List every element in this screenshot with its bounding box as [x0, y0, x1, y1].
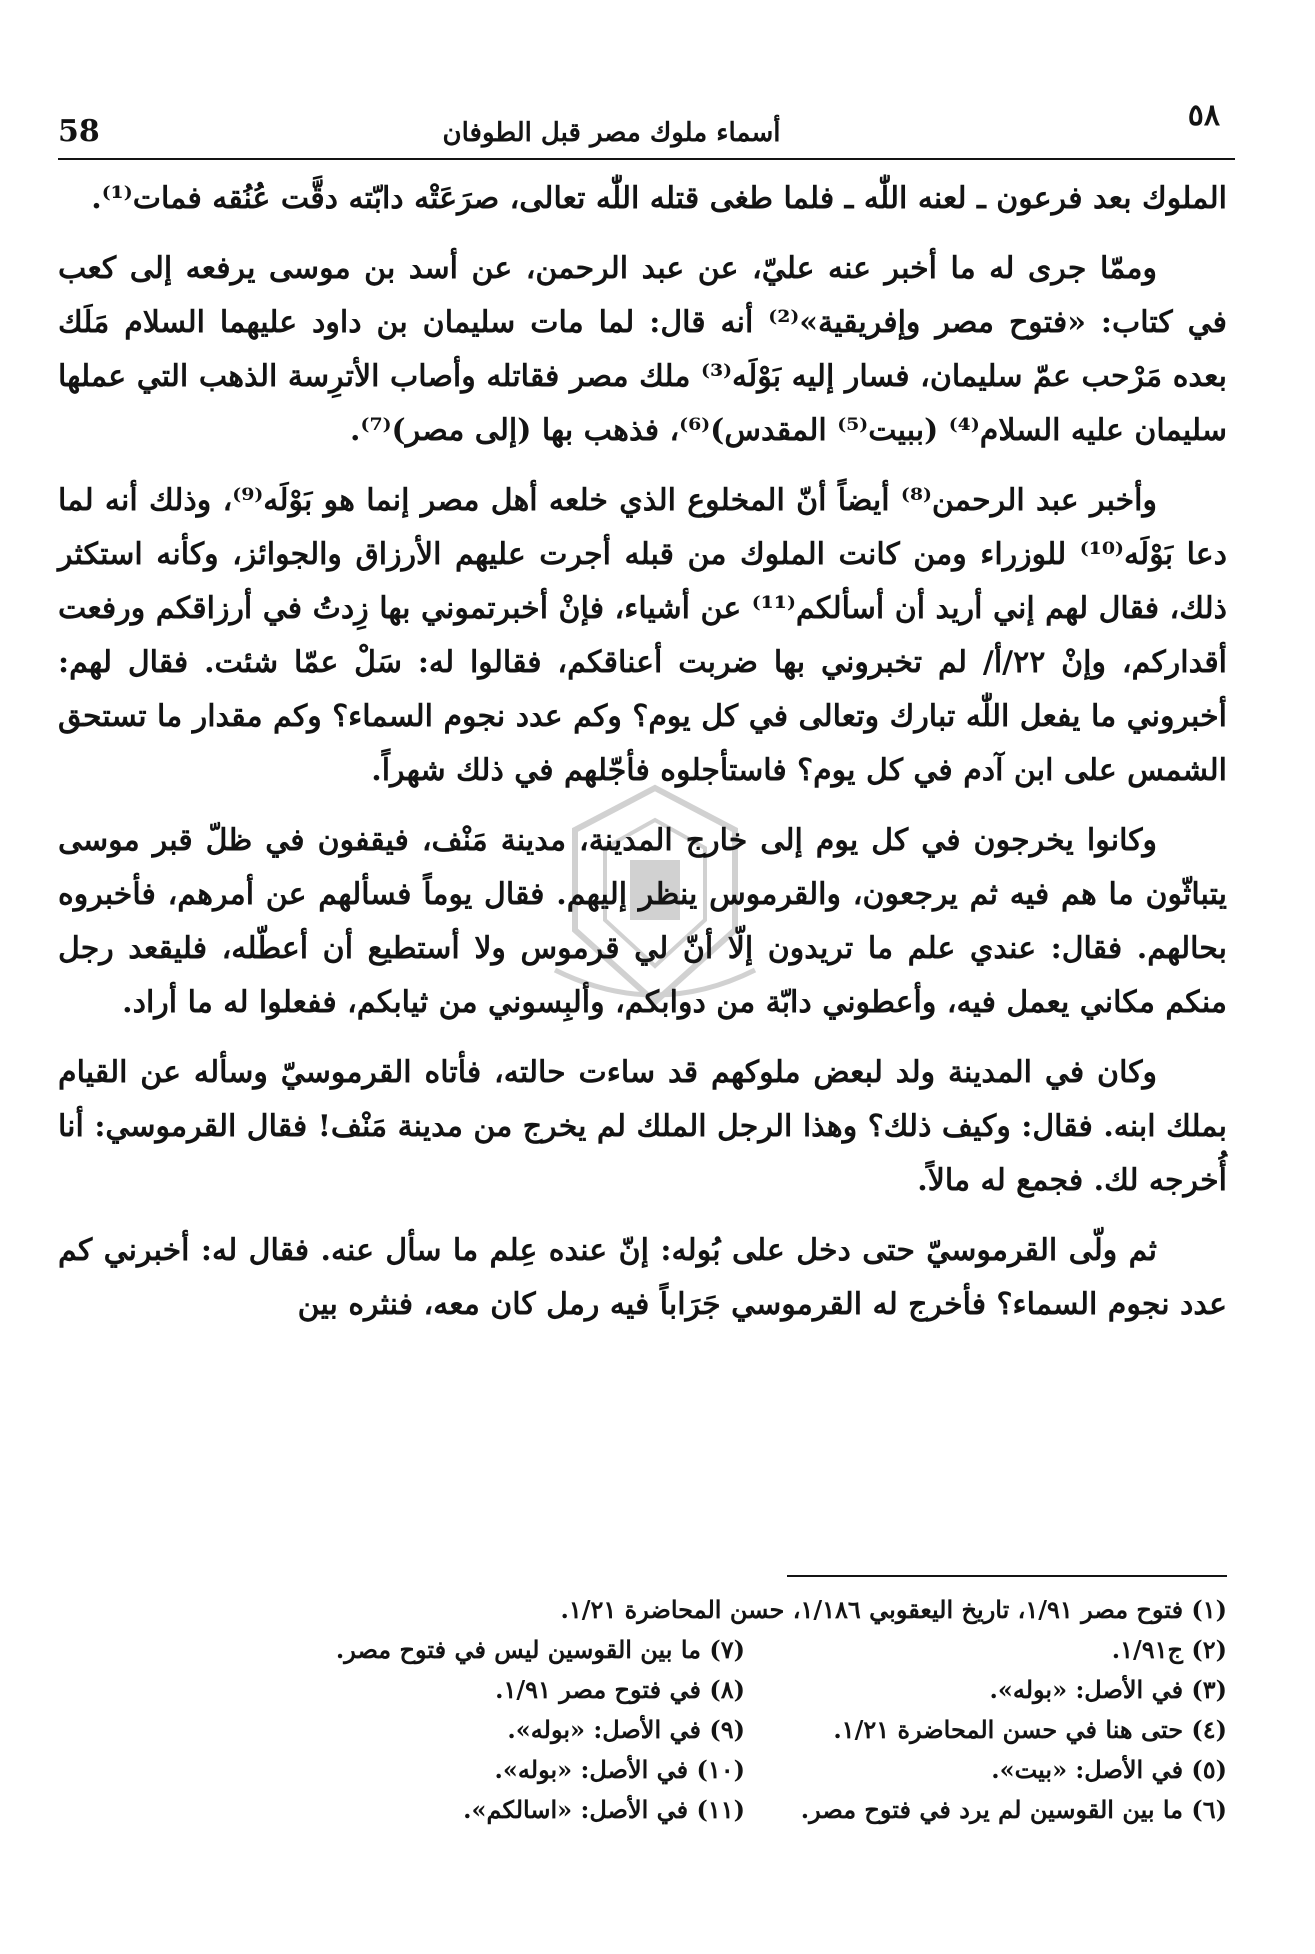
paragraph-6: ثم ولّى القرموسيّ حتى دخل على بُوله: إنّ عنده عِلم ما سأل عنه. فقال له: أخبرني كم عدد نجوم السماء؟ فأخرج له القرموسي جَرَاباً فيه رمل كان معه، فنثره بين [58, 1233, 1227, 1322]
footnote-columns [300, 1630, 1227, 1830]
page-header [58, 92, 1220, 152]
footnote-column-left [300, 1630, 745, 1830]
header-rule [58, 158, 1235, 160]
footnote-column-right [782, 1630, 1227, 1830]
main-text [58, 172, 1227, 1348]
paragraph-3: وأخبر عبد الرحمن⁽⁸⁾ أيضاً أنّ المخلوع الذي خلعه أهل مصر إنما هو بَوْلَه⁽⁹⁾، وذلك أنه لما دعا بَوْلَه⁽¹⁰⁾ للوزراء ومن كانت الملوك من قبله أجرت عليهم الأرزاق والجوائز، وكأنه استكثر ذلك، فقال لهم إني أريد أن أسألكم⁽¹¹⁾ عن أشياء، فإنْ أخبرتموني بها زِدتُ في أرزاقكم ورفعت أقداركم، وإنْ ٢٢/أ/ لم تخبروني بها ضربت أعناقكم، فقالوا له: سَلْ عمّا شئت. فقال لهم: أخبروني ما يفعل اللّٰه تبارك وتعالى في كل يوم؟ وكم عدد نجوم السماء؟ وكم مقدار ما تستحق الشمس على ابن آدم في كل يوم؟ فاستأجلوه فأجّلهم في ذلك شهراً. [58, 483, 1228, 788]
footnote-3: (٣) في الأصل: «بوله». [989, 1675, 1227, 1704]
page-number-arabic: ٥٨ [1187, 98, 1220, 133]
footnote-10: (١٠) في الأصل: «بوله». [494, 1755, 745, 1784]
footnote-7: (٧) ما بين القوسين ليس في فتوح مصر. [335, 1635, 745, 1664]
footnote-2: (٢) ج١/٩١. [1111, 1635, 1227, 1664]
footnote-8: (٨) في فتوح مصر ١/٩١. [495, 1675, 745, 1704]
paragraph-1: الملوك بعد فرعون ـ لعنه اللّٰه ـ فلما طغى قتله اللّٰه تعالى، صرَعَتْه دابّته دقَّت عُنُقه فمات⁽¹⁾. [91, 181, 1227, 216]
paragraph-4: وكانوا يخرجون في كل يوم إلى خارج المدينة، مدينة مَنْف، فيقفون في ظلّ قبر موسى يتباثّون ما هم فيه ثم يرجعون، والقرموس ينظر إليهم. فقال يوماً فسألهم عن أمرهم، فأخبروه بحالهم. فقال: عندي علم ما تريدون إلّا أنّ لي قرموس ولا أستطيع أن أعطّله، فليقعد رجل منكم مكاني يعمل فيه، وأعطوني دابّة من دوابكم، وألبِسوني من ثيابكم، ففعلوا له ما أراد. [58, 823, 1227, 1020]
footnote-rule [787, 1575, 1227, 1577]
footnotes [300, 1590, 1227, 1830]
footnote-4: (٤) حتى هنا في حسن المحاضرة ١/٢١. [833, 1715, 1227, 1744]
paragraph-2: وممّا جرى له ما أخبر عنه عليّ، عن عبد الرحمن، عن أسد بن موسى يرفعه إلى كعب في كتاب: «فتوح مصر وإفريقية»⁽²⁾ أنه قال: لما مات سليمان بن داود عليهما السلام مَلَك بعده مَرْحب عمّ سليمان، فسار إليه بَوْلَه⁽³⁾ ملك مصر فقاتله وأصاب الأترِسة الذهب التي عملها سليمان عليه السلام⁽⁴⁾ (ببيت⁽⁵⁾ المقدس)⁽⁶⁾، فذهب بها (إلى مصر)⁽⁷⁾. [58, 251, 1227, 448]
paragraph-5: وكان في المدينة ولد لبعض ملوكهم قد ساءت حالته، فأتاه القرموسيّ وسأله عن القيام بملك ابنه. فقال: وكيف ذلك؟ وهذا الرجل الملك لم يخرج من مدينة مَنْف! فقال القرموسي: أنا أُخرجه لك. فجمع له مالاً. [58, 1055, 1227, 1198]
footnote-6: (٦) ما بين القوسين لم يرد في فتوح مصر. [800, 1795, 1227, 1824]
running-title: أسماء ملوك مصر قبل الطوفان [442, 118, 781, 148]
footnote-5: (٥) في الأصل: «بيت». [991, 1755, 1227, 1784]
footnote-9: (٩) في الأصل: «بوله». [507, 1715, 745, 1744]
footnote-1: (١) فتوح مصر ١/٩١، تاريخ اليعقوبي ١/١٨٦، حسن المحاضرة ١/٢١. [560, 1595, 1227, 1624]
footnote-11: (١١) في الأصل: «اسالكم». [463, 1795, 745, 1824]
page-number-latin: 58 [58, 114, 100, 149]
